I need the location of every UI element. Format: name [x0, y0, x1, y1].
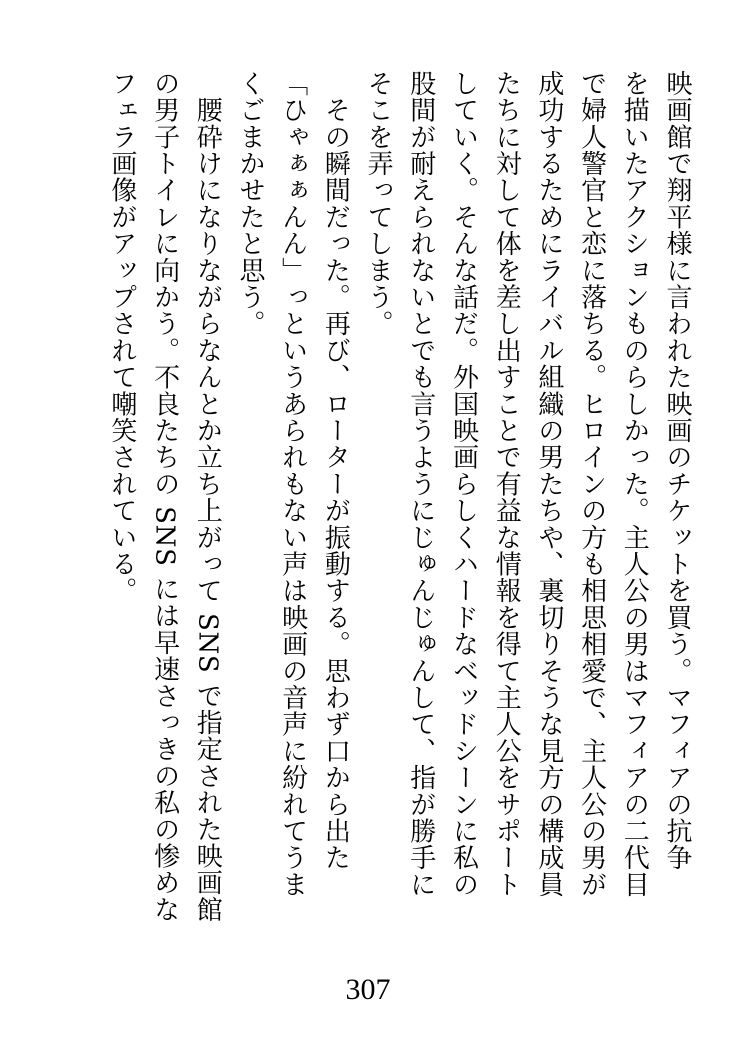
- text-line: そこを弄ってしまう。: [363, 70, 394, 337]
- text-line: を描いたアクションものらしかった。主人公の男はマフィアの二代目: [619, 70, 650, 898]
- text-line: で婦人警官と恋に落ちる。ヒロインの方も相思相愛で、主人公の男が: [576, 70, 607, 898]
- text-line: 「ひゃぁぁんん」っというあられもない声は映画の音声に紛れてうま: [277, 70, 308, 898]
- page-number: 307: [345, 973, 391, 1006]
- text-line: その瞬間だった。再び、ローターが振動する。思わず口から出た: [320, 70, 351, 871]
- text-line: 映画館で翔平様に言われた映画のチケットを買う。マフィアの抗争: [662, 70, 692, 871]
- text-line: 股間が耐えられないとでも言うようにじゅんじゅんして、指が勝手に: [405, 70, 436, 898]
- text-line: くごまかせたと思う。: [234, 70, 265, 337]
- text-line: フェラ画像がアップされて嘲笑されている。: [106, 70, 137, 604]
- text-line: 腰砕けになりながらなんとか立ち上がって SNS で指定された映画館: [192, 70, 223, 923]
- text-line: の男子トイレに向かう。不良たちの SNS には早速さっきの私の惨めな: [149, 70, 180, 923]
- body-text: [100, 70, 698, 970]
- text-line: 成功するためにライバル組織の男たちや、裏切りそうな見方の構成員: [533, 70, 564, 898]
- text-line: していく。そんな話だ。外国映画らしくハードなベッドシーンに私の: [448, 70, 479, 898]
- text-line: たちに対して体を差し出すことで有益な情報を得て主人公をサポート: [491, 70, 522, 898]
